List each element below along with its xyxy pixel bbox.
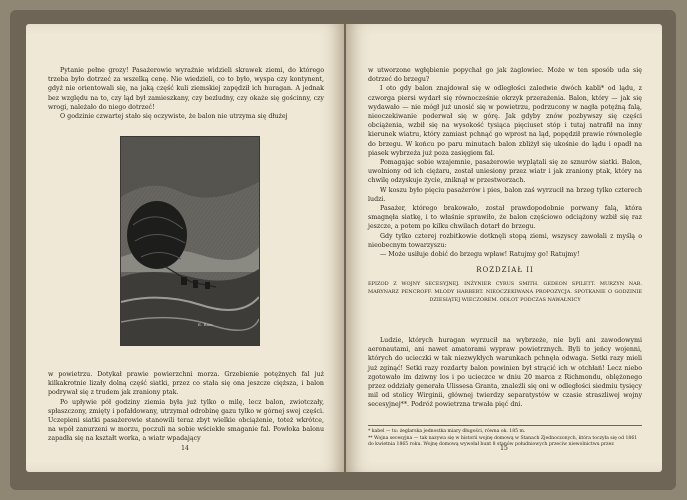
paragraph: Ludzie, których huragan wyrzucił na wybrzeże, nie byli ani zawodowymi aeronautami, ani nawet amatorami wypraw powietrznych. Byli to jeńcy wojenni, których do ucieczki w tak niezwykłych warunkach pchnęła odwaga. Setki razy mieli już zginąć! Setki razy rozdarty balon powinien był strącić ich w otchłań! Lecz niebo zgotowało im dziwny los i po ucieczce w dniu 20 marca z Richmondu, oblężonego przez oddziały generała Ulissesa Granta, znaleźli się oni w odległości siedmiu tysięcy mil od stolicy Wirginii, głównej twierdzy separatystów w czasie straszliwej wojny secesyjnej**. Podróż powietrzna trwała pięć dni. (368, 337, 642, 409)
footnote: * kabel — tu: żeglarska jednostka miary długości, równa ok. 185 m. (368, 429, 526, 434)
chapter-heading (368, 266, 642, 304)
paragraph: — Może usiłuje dobić do brzegu wpław! Ratujmy go! Ratujmy! (380, 251, 580, 259)
right-page (346, 24, 662, 472)
left-page (26, 24, 344, 472)
open-book (10, 10, 676, 490)
paragraph: W koszu było pięciu pasażerów i pies, balon zaś wyrzucił na brzeg tylko czterech ludzi. (368, 186, 642, 203)
paragraph: I oto gdy balon znajdował się w odległości zaledwie dwóch kabli* od lądu, z czworga piersi wydarł się równocześnie okrzyk przerażenia. Balon, który — jak się wydawało — nie mógł już unosić się w powietrzu, podrzucony w nagła potężną falą, nieoczekiwanie poderwał się w górę. Jak gdyby znów pozbywszy się części obciążenia, wzbił się na wysokość tysiąca pięciuset stóp i tutaj natrafił na inny kierunek wiatru, który zamiast pchnąć go wprost na ląd, popędził prawie równolegle do brzegu. W końcu po paru minutach balon zbliżył się ukośnie do lądu i opadł na piasek wybrzeża już poza zasięgiem fal. (368, 85, 642, 157)
illustration-signature: E. Riou (198, 322, 213, 327)
chapter-summary: EPIZOD Z WOJNY SECESYJNEJ. INŻYNIER CYRUS SMITH. GEDEON SPILETT. MURZYN NAB. MARYNARZ PENCROFF. MŁODY HARBERT. NIEOCZEKIWANA PROPOZYCJA. SPOTKANIE O GODZINIE DZIESIĄTEJ WIECZOREM. ODLOT PODCZAS NAWAŁNICY (368, 281, 642, 303)
paragraph: w powietrzu. Dotykał prawie powierzchni morza. Grzebienie potężnych fal już kilkakrotnie lizały dolną część siatki, przez co stała się ona jeszcze cięższa, i balon podrywał się z trudem jak zraniony ptak. (48, 371, 324, 397)
paragraph: Pomagając sobie wzajemnie, pasażerowie wyplątali się ze sznurów siatki. Balon, uwolniony od ich ciężaru, został uniesiony przez wiatr i jak zraniony ptak, który na chwilę odzyskuje życie, zniknął w przestworzach. (368, 159, 642, 185)
page-number: 15 (500, 445, 508, 452)
paragraph: O godzinie czwartej stało się oczywiste, że balon nie utrzyma się dłużej (60, 113, 288, 121)
left-top-text (48, 66, 324, 121)
chapter-title: ROZDZIAŁ II (476, 266, 534, 274)
footnote: ** Wojna secesyjna — tak nazywa się w historii wojnę domową w Stanach Zjednoczonych, która toczyła się od 1861 do kwietnia 1865 roku. Wojnę domową wywołał bunt 8 stanów południowych przeciw niewolnictwu przez (368, 435, 638, 447)
chapter-text (368, 336, 642, 410)
paragraph: w utworzone wgłębienie popychał go jak żaglowiec. Może w ten sposób uda się dotrzeć do brzegu? (368, 67, 642, 84)
paragraph: Gdy tylko czterej rozbitkowie dotknęli stopą ziemi, wszyscy zawołali z myślą o nieobecnym towarzyszu: (368, 232, 642, 249)
paragraph: Po upływie pół godziny ziemia była już tylko o milę, lecz balon, zwiotczały, spłaszczony, zmięty i pofałdowany, utrzymał odrobinę gazu tylko w górnej swej części. Uczepieni siatki pasażerowie stanowili teraz zbyt wielkie obciążenie, toteż wkrótce, na wpół zanurzeni w morzu, poczuli na sobie wściekłe smaganie fal. Powłoka balonu zapadła się na kształt worka, a wiatr wpadający (48, 398, 324, 443)
illustration-balloon-crash (120, 136, 260, 346)
right-top-text (368, 66, 642, 259)
paragraph: Pytanie pełne grozy! Pasażerowie wyraźnie widzieli skrawek ziemi, do którego trzeba było dotrzeć za wszelką cenę. Nie wiedzieli, co to było, wyspa czy kontynent, gdyż nie orientowali się, na jaką część kuli ziemskiej zapędził ich huragan. A jednak bez względu na to, czy ląd był zamieszkany, czy bezludny, czy okaże się gościnny, czy wrogi, należało do niego dotrzeć! (48, 67, 324, 111)
page-number: 14 (181, 445, 189, 452)
paragraph: Pasażer, którego brakowało, został prawdopodobnie porwany falą, która smagnęła siatkę, i to właśnie sprawiło, że balon częściowo odciążony wzbił się raz jeszcze, a potem po kilku chwilach dotarł do brzegu. (368, 205, 642, 231)
left-bottom-text (48, 370, 324, 444)
